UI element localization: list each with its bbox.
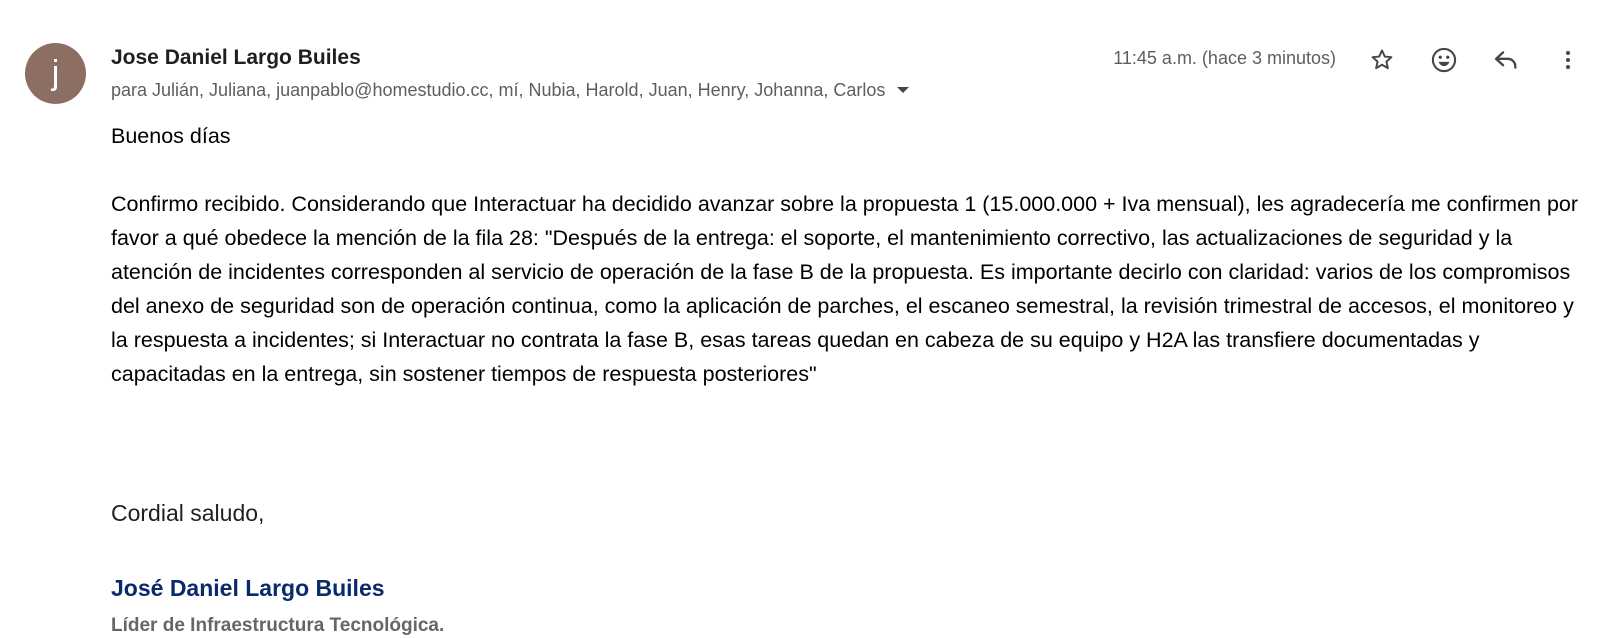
more-vert-icon [1556,46,1580,74]
message-actions [1342,38,1590,82]
star-button[interactable] [1360,38,1404,82]
closing-text: Cordial saludo, [111,500,265,526]
more-options-button[interactable] [1546,38,1590,82]
recipients-line [111,77,909,103]
signature-name: José Daniel Largo Builes [111,575,385,601]
signature-role: Líder de Infraestructura Tecnológica. [111,615,445,636]
recipients-text: para Julián, Juliana, juanpablo@homestudio.cc, mí, Nubia, Harold, Juan, Henry, Johanna, Carlos [111,80,886,100]
star-icon [1369,47,1395,73]
timestamp[interactable]: 11:45 a.m. (hace 3 minutos) [1113,48,1336,68]
sender-name[interactable]: Jose Daniel Largo Builes [111,46,361,69]
avatar[interactable]: j [25,43,86,104]
reply-icon [1492,46,1520,74]
recipients-dropdown-icon[interactable] [897,87,909,93]
reply-button[interactable] [1484,38,1528,82]
body-paragraph: Confirmo recibido. Considerando que Interactuar ha decidido avanzar sobre la propuesta 1 (15.000.000 + Iva mensual), les agradecería me confirmen por favor a qué obedece la mención de la fila 28: "Después de la entrega: el soporte, el mantenimiento correctivo, las actualizaciones de seguridad y la atención de incidentes corresponden al servicio de operación de la fase B de la propuesta. Es importante decirlo con claridad: varios de los compromisos del anexo de seguridad son de operación continua, como la aplicación de parches, el escaneo semestral, la revisión trimestral de accesos, el monitoreo y la respuesta a incidentes; si Interactuar no contrata la fase B, esas tareas quedan en cabeza de su equipo y H2A las transfiere documentadas y capacitadas en la entrega, sin sostener tiempos de respuesta posteriores" [111,192,1579,386]
message-body [111,119,1591,391]
emoji-icon [1430,46,1458,74]
add-reaction-button[interactable] [1422,38,1466,82]
greeting-text: Buenos días [111,124,231,148]
